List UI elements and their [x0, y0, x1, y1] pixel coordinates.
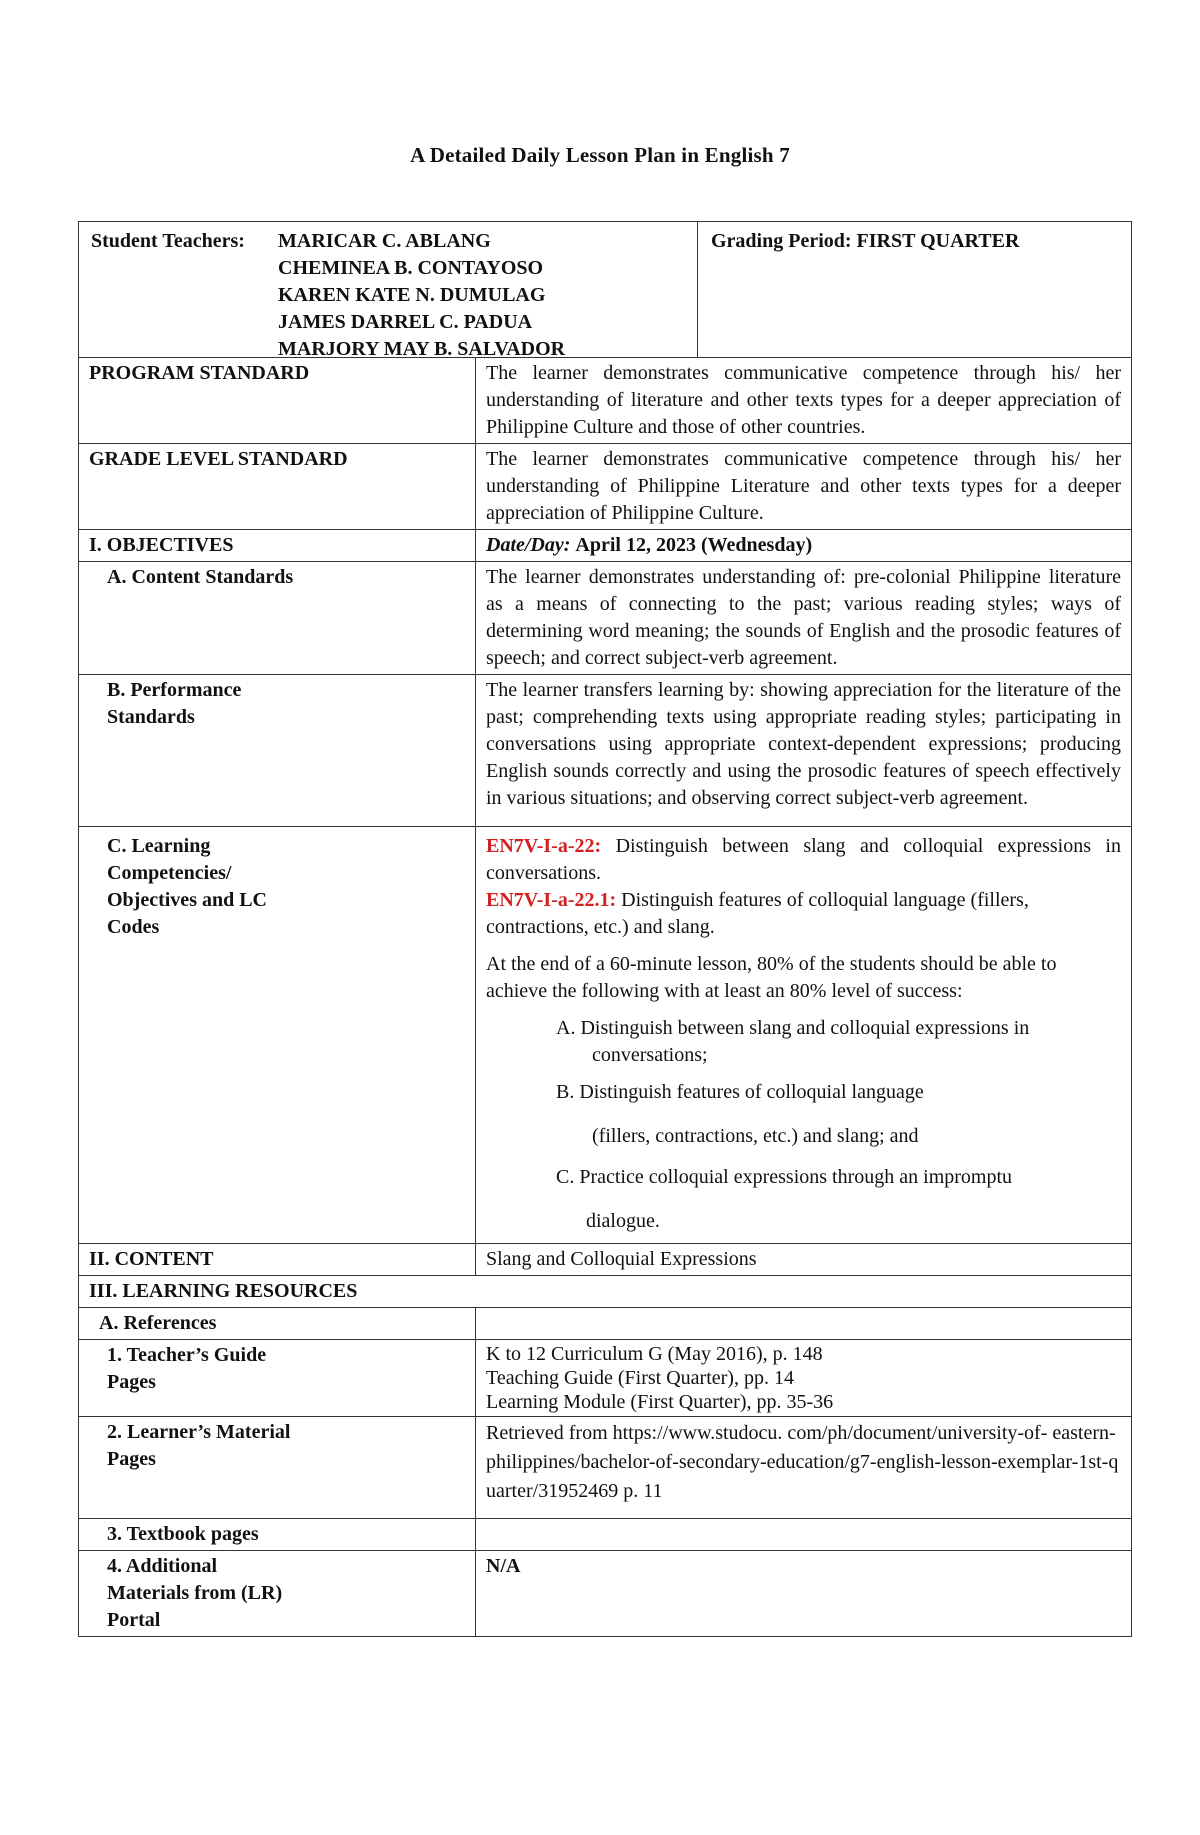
table-row: [79, 1340, 1132, 1417]
table-row: [79, 358, 1132, 444]
grade-level-standard-label: GRADE LEVEL STANDARD: [79, 444, 476, 530]
student-teachers: [91, 228, 566, 360]
teacher-name: CHEMINEA B. CONTAYOSO: [278, 257, 544, 279]
learners-label-line: Pages: [107, 1448, 156, 1470]
header-divider: [697, 222, 698, 358]
lc-code-text: Distinguish between slang and colloquial expressions in conversations.: [486, 835, 1121, 884]
objective-line: C. Practice colloquial expressions through an impromptu: [556, 1166, 1013, 1188]
lc-code: EN7V-I-a-22:: [486, 835, 602, 857]
table-row: [79, 1308, 1132, 1340]
teachers-label: Student Teachers:: [91, 230, 245, 252]
objectives-label: I. OBJECTIVES: [79, 530, 476, 562]
table-row: [79, 1519, 1132, 1551]
date-value: April 12, 2023 (Wednesday): [575, 534, 813, 556]
objective-line: conversations;: [592, 1044, 708, 1066]
grading-value: FIRST QUARTER: [856, 230, 1020, 252]
performance-standards-label: [79, 675, 476, 827]
table-row: [79, 1276, 1132, 1308]
objective-b: [486, 1079, 1121, 1150]
textbook-value: [476, 1519, 1132, 1551]
teacher-name: MARJORY MAY B. SALVADOR: [278, 338, 566, 360]
learners-material-label: [79, 1417, 476, 1519]
content-standards-label: A. Content Standards: [79, 562, 476, 675]
teacher-names: [278, 228, 565, 363]
objective-line: dialogue.: [586, 1210, 660, 1232]
grading-label: Grading Period:: [711, 230, 852, 252]
table-row: [79, 1551, 1132, 1637]
objective-a: [486, 1015, 1121, 1069]
lc-code: EN7V-I-a-22.1:: [486, 889, 617, 911]
competencies-label-line: Objectives and LC: [107, 889, 267, 911]
competencies-label-line: Competencies/: [107, 862, 232, 884]
reference-line: Teaching Guide (First Quarter), pp. 14: [486, 1367, 794, 1389]
additional-materials-label: [79, 1551, 476, 1637]
teacher-name: MARICAR C. ABLANG: [278, 230, 491, 252]
content-standards-text: The learner demonstrates understanding of: pre-colonial Philippine literature as a means of connecting to the past; various reading styles; ways of determining word meaning; the sounds of English and the prosodic features of speech; and correct subject-verb agreement.: [476, 562, 1132, 675]
table-row: [79, 530, 1132, 562]
objective-c: [486, 1164, 1121, 1235]
performance-label-line: Standards: [107, 706, 195, 728]
teachers-guide-label-line: 1. Teacher’s Guide: [107, 1344, 267, 1366]
additional-materials-value: N/A: [476, 1551, 1132, 1637]
lc-code-text: Distinguish features of colloquial language (fillers, contractions, etc.) and slang.: [486, 889, 1029, 938]
reference-line: Learning Module (First Quarter), pp. 35-36: [486, 1391, 834, 1413]
performance-standards-text: The learner transfers learning by: showing appreciation for the literature of the past; comprehending texts using appropriate reading styles; participating in conversations using appropriate context-dependent expressions; producing English sounds correctly and using the prosodic features of speech effectively in various situations; and observing correct subject-verb agreement.: [476, 675, 1132, 827]
learning-resources-label: III. LEARNING RESOURCES: [79, 1276, 1132, 1308]
reference-line: K to 12 Curriculum G (May 2016), p. 148: [486, 1343, 823, 1365]
teacher-name: JAMES DARREL C. PADUA: [278, 311, 533, 333]
lc-code-2: [486, 887, 1121, 941]
program-standard-label: PROGRAM STANDARD: [79, 358, 476, 444]
table-row: [79, 444, 1132, 530]
grade-level-standard-text: The learner demonstrates communicative competence through his/ her understanding of Philippine Literature and other texts types for a deeper appreciation of Philippine Culture.: [476, 444, 1132, 530]
textbook-label: 3. Textbook pages: [79, 1519, 476, 1551]
objective-line: A. Distinguish between slang and colloquial expressions in: [556, 1017, 1030, 1039]
table-row: [79, 1417, 1132, 1519]
date-label: Date/Day:: [486, 534, 571, 556]
additional-label-line: Portal: [107, 1609, 161, 1631]
content-text: Slang and Colloquial Expressions: [476, 1244, 1132, 1276]
date-cell: [476, 530, 1132, 562]
competencies-label-line: Codes: [107, 916, 160, 938]
table-row: [79, 562, 1132, 675]
objective-line: (fillers, contractions, etc.) and slang; and: [592, 1125, 919, 1147]
objectives-intro: At the end of a 60-minute lesson, 80% of the students should be able to achieve the following with at least an 80% level of success:: [486, 953, 1057, 1002]
references-label: A. References: [79, 1308, 476, 1340]
grading-period: [711, 228, 1019, 255]
lesson-plan-table: [78, 357, 1132, 1637]
learners-material-value: Retrieved from https://www.studocu. com/ph/document/university-of- eastern-philippines/bachelor-of-secondary-education/g7-english-lesson-exemplar-1st-quarter/31952469 p. 11: [476, 1417, 1132, 1519]
competencies-cell: [476, 827, 1132, 1244]
learners-label-line: 2. Learner’s Material: [107, 1421, 291, 1443]
teacher-name: KAREN KATE N. DUMULAG: [278, 284, 546, 306]
teachers-guide-label-line: Pages: [107, 1371, 156, 1393]
competencies-label-line: C. Learning: [107, 835, 211, 857]
performance-label-line: B. Performance: [107, 679, 242, 701]
header-box: [78, 221, 1132, 360]
teachers-guide-label: [79, 1340, 476, 1417]
additional-label-line: Materials from (LR): [107, 1582, 283, 1604]
competencies-label: [79, 827, 476, 1244]
table-row: [79, 675, 1132, 827]
teachers-guide-value: [476, 1340, 1132, 1417]
content-label: II. CONTENT: [79, 1244, 476, 1276]
objective-line: B. Distinguish features of colloquial language: [556, 1081, 924, 1103]
program-standard-text: The learner demonstrates communicative competence through his/ her understanding of literature and other texts types for a deeper appreciation of Philippine Culture and those of other countries.: [476, 358, 1132, 444]
additional-label-line: 4. Additional: [107, 1555, 218, 1577]
table-row: [79, 827, 1132, 1244]
page-title: A Detailed Daily Lesson Plan in English 7: [410, 143, 790, 167]
table-row: [79, 1244, 1132, 1276]
references-value: [476, 1308, 1132, 1340]
lc-code-1: [486, 833, 1121, 887]
